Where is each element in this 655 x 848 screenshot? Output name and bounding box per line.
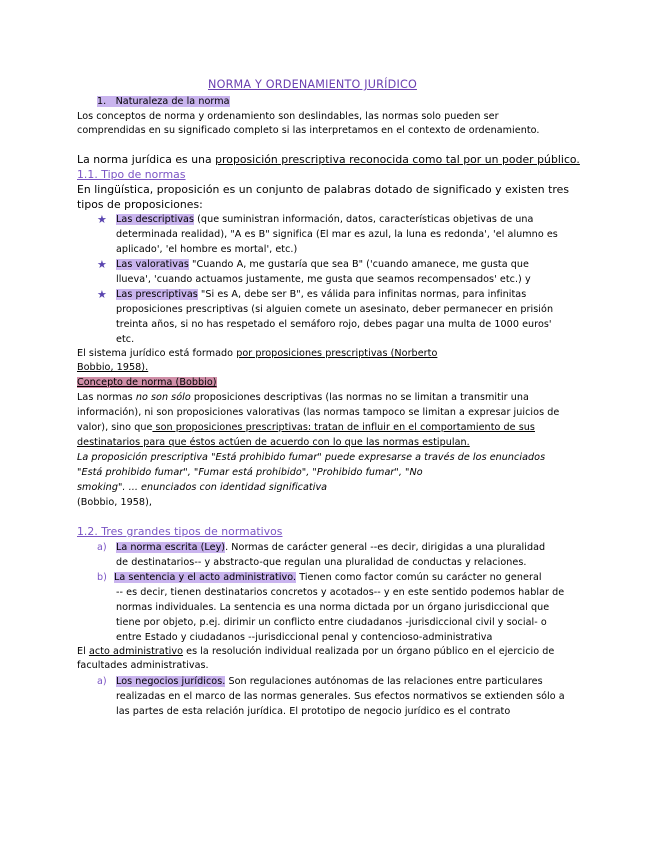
quote-line: La proposición prescriptiva "Está prohibido fumar" puede expresarse a través de los enunciados [77,452,546,463]
sistema-line: El sistema jurídico está formado por proposiciones prescriptivas (Norberto [77,348,438,359]
list-item-line: normas individuales. La sentencia es una norma dictada por un órgano jurisdiccional que [116,602,550,613]
list-item: Las prescriptivas "Si es A, debe ser B", es válida para infinitas normas, para infinitas [116,289,527,300]
paragraph-line: destinatarios para que éstos actúen de acuerdo con lo que las normas estipulan. [77,437,470,448]
list-item-line: treinta años, si no has respetado el semáforo rojo, debes pagar una multa de 1000 euros' [116,319,552,330]
list-item-line: llueva', 'cuando actuamos justamente, me gusta que seamos recompensados' etc.) y [116,274,531,285]
paragraph-line: En lingüística, proposición es un conjunto de palabras dotado de significado y existen tres [77,183,569,196]
page-title: NORMA Y ORDENAMIENTO JURÍDICO [208,78,417,91]
list-item-line: aplicado', 'el hombre es mortal', etc.) [116,244,298,255]
paragraph-line: tipos de proposiciones: [77,198,203,211]
list-marker: a) [97,676,107,687]
section-number: 1. [97,96,107,107]
star-bullet-icon: ★ [97,288,107,301]
sistema-line: Bobbio, 1958). [77,362,149,373]
section-heading [97,95,230,109]
paragraph-line: información), ni son proposiciones valorativas (las normas tampoco se limitan a expresar juicios de [77,407,560,418]
list-item-line: etc. [116,334,135,345]
paragraph-line: facultades administrativas. [77,660,209,671]
list-item-line: proposiciones prescriptivas (si alguien comete un asesinato, deber permanecer en prisión [116,304,554,315]
intro-line: Los conceptos de norma y ordenamiento son deslindables, las normas solo pueden ser [77,111,499,122]
subsection-heading: 1.2. Tres grandes tipos de normativos [77,525,283,538]
paragraph-line: El acto administrativo es la resolución individual realizada por un órgano público en el ejercicio de [77,646,555,657]
intro-line: comprendidas en su significado completo si las interpretamos en el contexto de ordenamiento. [77,125,540,136]
list-item-line: tiene por objeto, p.ej. dirimir un conflicto entre ciudadanos -jurisdiccional civil y social- o [116,617,547,628]
section-title: Naturaleza de la norma [115,96,230,107]
list-marker: b) [97,572,107,583]
norma-definition: La norma jurídica es una proposición prescriptiva reconocida como tal por un poder público. [77,153,580,166]
list-item-line: entre Estado y ciudadanos --jurisdiccional penal y contencioso-administrativa [116,632,493,643]
paragraph-line: Las normas no son sólo proposiciones descriptivas (las normas no se limitan a transmitir una [77,392,529,403]
list-item-line: determinada realidad), "A es B" significa (El mar es azul, la luna es redonda', 'el alumno es [116,229,558,240]
paragraph-line: valor), sino que son proposiciones prescriptivas: tratan de influir en el comportamiento de sus [77,422,535,433]
list-item: Las valorativas "Cuando A, me gustaría que sea B" ('cuando amanece, me gusta que [116,259,529,270]
list-item-line: las partes de esta relación jurídica. El prototipo de negocio jurídico es el contrato [116,706,511,717]
subsection-heading: 1.1. Tipo de normas [77,168,186,181]
quote-line: "Está prohibido fumar", "Fumar está prohibido", "Prohibido fumar", "No [77,467,423,478]
star-bullet-icon: ★ [97,258,107,271]
list-item: Las descriptivas (que suministran información, datos, características objetivas de una [116,214,534,225]
list-item: Los negocios jurídicos. Son regulaciones autónomas de las relaciones entre particulares [116,676,543,687]
list-marker: a) [97,542,107,553]
list-item-line: realizadas en el marco de las normas generales. Sus efectos normativos se extienden sólo a [116,691,565,702]
list-item: La norma escrita (Ley). Normas de carácter general --es decir, dirigidas a una pluralidad [116,542,546,553]
list-item: La sentencia y el acto administrativo. Tienen como factor común su carácter no general [114,572,542,583]
citation: (Bobbio, 1958), [77,497,152,508]
concepto-heading: Concepto de norma (Bobbio) [77,377,217,388]
list-item-line: de destinatarios-- y abstracto-que regulan una pluralidad de conductas y relaciones. [116,557,527,568]
list-item-line: -- es decir, tienen destinatarios concretos y acotados-- y en este sentido podemos hablar de [116,587,565,598]
quote-line: smoking". ... enunciados con identidad significativa [77,482,328,493]
star-bullet-icon: ★ [97,213,107,226]
